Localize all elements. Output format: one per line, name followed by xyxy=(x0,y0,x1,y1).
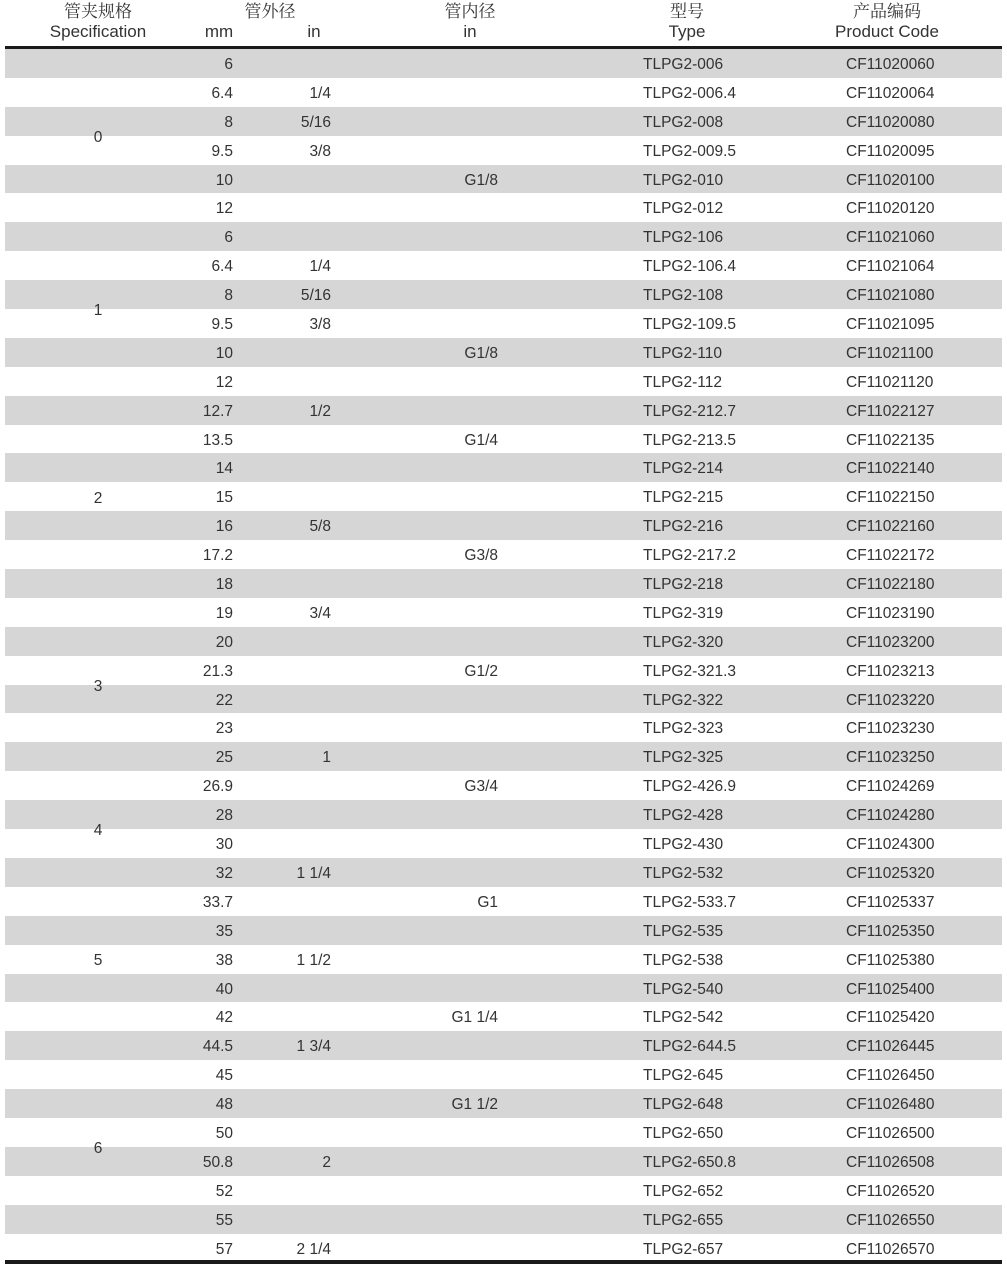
cell-product-code: CF11022172 xyxy=(846,547,935,565)
cell-inner-in xyxy=(410,916,498,945)
cell-inner-in xyxy=(410,511,498,540)
cell-type: TLPG2-106.4 xyxy=(643,258,737,276)
cell-outer-in xyxy=(275,1118,331,1147)
table-row xyxy=(5,425,1002,454)
cell-outer-mm: 8 xyxy=(224,287,233,305)
cell-inner-in xyxy=(410,482,498,511)
cell-outer-mm: 55 xyxy=(215,1211,233,1229)
cell-outer-in xyxy=(275,1089,331,1118)
cell-product-code: CF11020060 xyxy=(846,56,935,73)
cell-product-code: CF11026500 xyxy=(846,1124,935,1142)
cell-type: TLPG2-542 xyxy=(643,1009,724,1027)
cell-outer-mm: 26.9 xyxy=(202,778,233,796)
cell-product-code: CF11026570 xyxy=(846,1240,935,1258)
table-row xyxy=(5,685,1002,714)
cell-outer-mm: 35 xyxy=(215,922,233,940)
cell-outer-in xyxy=(275,1060,331,1089)
header-outer-in: in xyxy=(307,22,321,41)
cell-inner-in xyxy=(410,1031,498,1060)
cell-outer-in: 1 1/2 xyxy=(296,951,331,969)
cell-outer-in xyxy=(275,1002,331,1031)
cell-inner-in: G3/4 xyxy=(464,778,498,796)
cell-product-code: CF11021120 xyxy=(846,373,934,391)
cell-outer-mm: 22 xyxy=(215,691,233,709)
cell-product-code: CF11025420 xyxy=(846,1009,935,1027)
table-row xyxy=(5,858,1002,887)
cell-product-code: CF11021060 xyxy=(846,229,935,247)
table-row xyxy=(5,396,1002,425)
table-body xyxy=(5,49,1002,1262)
cell-outer-mm: 45 xyxy=(215,1067,233,1085)
spec-group-label: 2 xyxy=(93,489,103,507)
header-outer-mm: mm xyxy=(204,22,234,41)
cell-type: TLPG2-655 xyxy=(643,1211,724,1229)
cell-product-code: CF11024280 xyxy=(846,807,935,825)
table-row xyxy=(5,107,1002,136)
cell-outer-mm: 6.4 xyxy=(211,84,233,102)
cell-product-code: CF11025380 xyxy=(846,951,935,969)
table-row xyxy=(5,1205,1002,1234)
cell-type: TLPG2-657 xyxy=(643,1240,724,1258)
cell-outer-mm: 42 xyxy=(215,1009,233,1027)
cell-inner-in xyxy=(410,569,498,598)
table-row xyxy=(5,49,1002,78)
cell-outer-mm: 6 xyxy=(224,229,233,247)
cell-outer-mm: 18 xyxy=(215,576,233,594)
cell-inner-in: G3/8 xyxy=(464,547,498,565)
cell-outer-mm: 9.5 xyxy=(211,142,233,160)
cell-inner-in xyxy=(410,945,498,974)
cell-inner-in xyxy=(410,858,498,887)
cell-type: TLPG2-648 xyxy=(643,1096,724,1114)
cell-product-code: CF11026480 xyxy=(846,1096,935,1114)
cell-inner-in: G1/2 xyxy=(464,662,498,680)
cell-outer-in: 1/4 xyxy=(309,84,331,102)
cell-type: TLPG2-644.5 xyxy=(643,1038,737,1056)
cell-outer-in xyxy=(275,627,331,656)
cell-inner-in xyxy=(410,1118,498,1147)
cell-inner-in xyxy=(410,800,498,829)
cell-product-code: CF11021100 xyxy=(846,344,934,362)
cell-outer-mm: 21.3 xyxy=(202,662,233,680)
cell-type: TLPG2-538 xyxy=(643,951,724,969)
cell-type: TLPG2-532 xyxy=(643,864,724,882)
table-row xyxy=(5,771,1002,800)
cell-outer-in: 1/2 xyxy=(309,402,331,420)
cell-product-code: CF11023250 xyxy=(846,749,935,767)
cell-product-code: CF11020095 xyxy=(846,142,935,160)
table-row xyxy=(5,1234,1002,1263)
cell-inner-in xyxy=(410,367,498,396)
cell-outer-in xyxy=(275,482,331,511)
cell-type: TLPG2-645 xyxy=(643,1067,724,1085)
cell-outer-mm: 40 xyxy=(215,980,233,998)
table-row xyxy=(5,165,1002,194)
cell-product-code: CF11020100 xyxy=(846,171,935,189)
cell-type: TLPG2-426.9 xyxy=(643,778,737,796)
cell-outer-in xyxy=(275,713,331,742)
cell-outer-mm: 6.4 xyxy=(211,258,233,276)
cell-inner-in xyxy=(410,280,498,309)
cell-type: TLPG2-540 xyxy=(643,980,724,998)
cell-type: TLPG2-650 xyxy=(643,1124,724,1142)
table-row xyxy=(5,1147,1002,1176)
cell-type: TLPG2-218 xyxy=(643,576,724,594)
cell-outer-in: 1 1/4 xyxy=(296,864,331,882)
cell-outer-mm: 57 xyxy=(215,1240,233,1258)
cell-inner-in xyxy=(410,627,498,656)
cell-outer-in xyxy=(275,1205,331,1234)
table-row xyxy=(5,193,1002,222)
table-row xyxy=(5,309,1002,338)
table-row xyxy=(5,1176,1002,1205)
cell-product-code: CF11022180 xyxy=(846,576,935,594)
cell-type: TLPG2-213.5 xyxy=(643,431,737,449)
cell-outer-in xyxy=(275,569,331,598)
cell-outer-in xyxy=(275,425,331,454)
cell-product-code: CF11022127 xyxy=(846,402,935,420)
cell-type: TLPG2-325 xyxy=(643,749,724,767)
cell-outer-in xyxy=(275,656,331,685)
cell-inner-in: G1/8 xyxy=(464,344,498,362)
table-row xyxy=(5,656,1002,685)
table-row xyxy=(5,251,1002,280)
cell-inner-in xyxy=(410,49,498,78)
cell-inner-in xyxy=(410,1234,498,1263)
cell-inner-in xyxy=(410,1205,498,1234)
cell-outer-in xyxy=(275,771,331,800)
cell-inner-in: G1 xyxy=(477,893,498,911)
cell-product-code: CF11022140 xyxy=(846,460,935,478)
table-row xyxy=(5,540,1002,569)
cell-outer-mm: 17.2 xyxy=(202,547,233,565)
table-row xyxy=(5,1002,1002,1031)
cell-outer-in xyxy=(275,1176,331,1205)
cell-inner-in xyxy=(410,685,498,714)
cell-product-code: CF11026445 xyxy=(846,1038,935,1056)
cell-product-code: CF11023190 xyxy=(846,604,935,622)
cell-outer-mm: 10 xyxy=(215,171,233,189)
table-row xyxy=(5,1031,1002,1060)
table-row xyxy=(5,367,1002,396)
header-spec-en: Specification xyxy=(49,22,147,41)
cell-outer-in xyxy=(275,165,331,194)
cell-product-code: CF11024300 xyxy=(846,836,935,854)
cell-outer-mm: 9.5 xyxy=(211,316,233,334)
cell-type: TLPG2-108 xyxy=(643,287,724,305)
cell-type: TLPG2-009.5 xyxy=(643,142,737,160)
cell-type: TLPG2-430 xyxy=(643,836,724,854)
cell-outer-in: 3/8 xyxy=(309,316,331,334)
table-row xyxy=(5,829,1002,858)
cell-type: TLPG2-106 xyxy=(643,229,724,247)
cell-inner-in xyxy=(410,1176,498,1205)
cell-inner-in xyxy=(410,829,498,858)
cell-outer-mm: 12 xyxy=(215,200,233,218)
cell-inner-in: G1/4 xyxy=(464,431,498,449)
cell-outer-in: 1/4 xyxy=(309,258,331,276)
cell-type: TLPG2-428 xyxy=(643,807,724,825)
cell-outer-mm: 30 xyxy=(215,836,233,854)
cell-outer-mm: 20 xyxy=(215,633,233,651)
table-row xyxy=(5,338,1002,367)
cell-product-code: CF11020064 xyxy=(846,84,935,102)
table-row xyxy=(5,713,1002,742)
cell-outer-mm: 6 xyxy=(224,56,233,73)
cell-outer-mm: 12 xyxy=(215,373,233,391)
cell-outer-in: 5/16 xyxy=(300,113,331,131)
header-code-cn: 产品编码 xyxy=(853,2,921,21)
cell-type: TLPG2-321.3 xyxy=(643,662,737,680)
cell-type: TLPG2-112 xyxy=(643,373,722,391)
cell-outer-in xyxy=(275,916,331,945)
cell-outer-mm: 13.5 xyxy=(202,431,233,449)
cell-type: TLPG2-322 xyxy=(643,691,724,709)
header-spec-cn: 管夹规格 xyxy=(64,2,132,21)
cell-type: TLPG2-006 xyxy=(643,56,724,73)
spec-group-label: 3 xyxy=(93,677,103,695)
cell-inner-in xyxy=(410,1060,498,1089)
header-inner-cn: 管内径 xyxy=(444,2,496,21)
table-row xyxy=(5,78,1002,107)
cell-type: TLPG2-012 xyxy=(643,200,724,218)
table-row xyxy=(5,1089,1002,1118)
cell-type: TLPG2-110 xyxy=(643,344,722,362)
cell-inner-in xyxy=(410,1147,498,1176)
cell-outer-mm: 8 xyxy=(224,113,233,131)
cell-inner-in xyxy=(410,713,498,742)
table-row xyxy=(5,916,1002,945)
cell-outer-in xyxy=(275,367,331,396)
table-row xyxy=(5,945,1002,974)
cell-outer-in: 2 xyxy=(322,1153,331,1171)
table-row xyxy=(5,280,1002,309)
cell-outer-mm: 25 xyxy=(215,749,233,767)
cell-outer-in xyxy=(275,800,331,829)
cell-outer-in xyxy=(275,685,331,714)
cell-product-code: CF11022160 xyxy=(846,518,935,536)
cell-outer-in xyxy=(275,338,331,367)
cell-inner-in xyxy=(410,78,498,107)
header-outer-cn: 管外径 xyxy=(244,2,296,21)
cell-inner-in xyxy=(410,136,498,165)
cell-type: TLPG2-215 xyxy=(643,489,724,507)
cell-inner-in xyxy=(410,193,498,222)
table-row xyxy=(5,511,1002,540)
cell-inner-in: G1 1/2 xyxy=(451,1096,498,1114)
cell-outer-mm: 44.5 xyxy=(202,1038,233,1056)
table-row xyxy=(5,1118,1002,1147)
cell-outer-mm: 52 xyxy=(215,1182,233,1200)
cell-outer-in xyxy=(275,222,331,251)
header-type-en: Type xyxy=(668,22,706,41)
cell-outer-in: 3/4 xyxy=(309,604,331,622)
cell-product-code: CF11025337 xyxy=(846,893,935,911)
cell-outer-mm: 50.8 xyxy=(202,1153,233,1171)
table-row xyxy=(5,569,1002,598)
cell-outer-mm: 12.7 xyxy=(202,402,233,420)
spec-group-label: 5 xyxy=(93,952,103,970)
bottom-rule xyxy=(5,1260,1002,1264)
cell-product-code: CF11025320 xyxy=(846,864,935,882)
cell-type: TLPG2-008 xyxy=(643,113,724,131)
cell-outer-in: 2 1/4 xyxy=(296,1240,331,1258)
cell-inner-in: G1 1/4 xyxy=(451,1009,498,1027)
table-row xyxy=(5,482,1002,511)
cell-outer-in xyxy=(275,887,331,916)
cell-inner-in xyxy=(410,742,498,771)
cell-product-code: CF11022135 xyxy=(846,431,935,449)
cell-outer-in: 1 xyxy=(322,749,331,767)
cell-product-code: CF11021095 xyxy=(846,316,935,334)
table-row xyxy=(5,136,1002,165)
cell-outer-mm: 48 xyxy=(215,1096,233,1114)
cell-type: TLPG2-319 xyxy=(643,604,724,622)
cell-outer-mm: 32 xyxy=(215,864,233,882)
cell-inner-in xyxy=(410,222,498,251)
cell-product-code: CF11020080 xyxy=(846,113,935,131)
cell-outer-in xyxy=(275,49,331,78)
cell-product-code: CF11020120 xyxy=(846,200,935,218)
cell-inner-in xyxy=(410,251,498,280)
cell-inner-in xyxy=(410,107,498,136)
header-type-cn: 型号 xyxy=(670,2,704,21)
cell-outer-in: 5/8 xyxy=(309,518,331,536)
cell-outer-in xyxy=(275,193,331,222)
cell-type: TLPG2-650.8 xyxy=(643,1153,737,1171)
cell-type: TLPG2-216 xyxy=(643,518,724,536)
cell-product-code: CF11023213 xyxy=(846,662,935,680)
table-header xyxy=(0,0,1007,46)
cell-inner-in xyxy=(410,396,498,425)
spec-group-label: 4 xyxy=(93,822,103,840)
table-row xyxy=(5,800,1002,829)
cell-outer-in xyxy=(275,540,331,569)
cell-outer-in: 3/8 xyxy=(309,142,331,160)
cell-outer-in: 5/16 xyxy=(300,287,331,305)
cell-outer-mm: 16 xyxy=(215,518,233,536)
cell-inner-in: G1/8 xyxy=(464,171,498,189)
cell-product-code: CF11025350 xyxy=(846,922,935,940)
cell-product-code: CF11021080 xyxy=(846,287,935,305)
cell-type: TLPG2-535 xyxy=(643,922,724,940)
table-row xyxy=(5,598,1002,627)
cell-product-code: CF11026450 xyxy=(846,1067,935,1085)
table-row xyxy=(5,742,1002,771)
cell-product-code: CF11023220 xyxy=(846,691,935,709)
cell-product-code: CF11026550 xyxy=(846,1211,935,1229)
cell-outer-in xyxy=(275,453,331,482)
cell-type: TLPG2-320 xyxy=(643,633,724,651)
cell-type: TLPG2-212.7 xyxy=(643,402,737,420)
cell-type: TLPG2-533.7 xyxy=(643,893,737,911)
cell-type: TLPG2-214 xyxy=(643,460,724,478)
table-row xyxy=(5,453,1002,482)
cell-product-code: CF11023230 xyxy=(846,720,935,738)
spec-group-label: 6 xyxy=(93,1140,103,1158)
cell-outer-in xyxy=(275,829,331,858)
spec-group-label: 0 xyxy=(93,128,103,146)
cell-type: TLPG2-652 xyxy=(643,1182,724,1200)
cell-inner-in xyxy=(410,309,498,338)
cell-outer-mm: 19 xyxy=(215,604,233,622)
table-row xyxy=(5,222,1002,251)
cell-product-code: CF11026508 xyxy=(846,1153,935,1171)
cell-type: TLPG2-217.2 xyxy=(643,547,737,565)
header-code-en: Product Code xyxy=(835,22,939,41)
cell-outer-mm: 15 xyxy=(215,489,233,507)
cell-product-code: CF11021064 xyxy=(846,258,935,276)
cell-outer-mm: 38 xyxy=(215,951,233,969)
cell-product-code: CF11026520 xyxy=(846,1182,935,1200)
cell-product-code: CF11022150 xyxy=(846,489,935,507)
table-row xyxy=(5,974,1002,1003)
cell-outer-mm: 23 xyxy=(215,720,233,738)
cell-outer-in: 1 3/4 xyxy=(296,1038,331,1056)
table-row xyxy=(5,627,1002,656)
cell-type: TLPG2-006.4 xyxy=(643,84,737,102)
cell-product-code: CF11023200 xyxy=(846,633,935,651)
cell-type: TLPG2-010 xyxy=(643,171,724,189)
cell-outer-mm: 14 xyxy=(215,460,233,478)
header-inner-in: in xyxy=(463,22,477,41)
table-row xyxy=(5,887,1002,916)
cell-inner-in xyxy=(410,598,498,627)
spec-group-label: 1 xyxy=(93,302,103,320)
cell-product-code: CF11024269 xyxy=(846,778,935,796)
cell-type: TLPG2-109.5 xyxy=(643,316,737,334)
cell-inner-in xyxy=(410,453,498,482)
cell-inner-in xyxy=(410,974,498,1003)
cell-outer-mm: 10 xyxy=(215,344,233,362)
cell-outer-mm: 28 xyxy=(215,807,233,825)
cell-outer-mm: 50 xyxy=(215,1124,233,1142)
cell-outer-in xyxy=(275,974,331,1003)
table-row xyxy=(5,1060,1002,1089)
cell-outer-mm: 33.7 xyxy=(202,893,233,911)
cell-product-code: CF11025400 xyxy=(846,980,935,998)
cell-type: TLPG2-323 xyxy=(643,720,724,738)
